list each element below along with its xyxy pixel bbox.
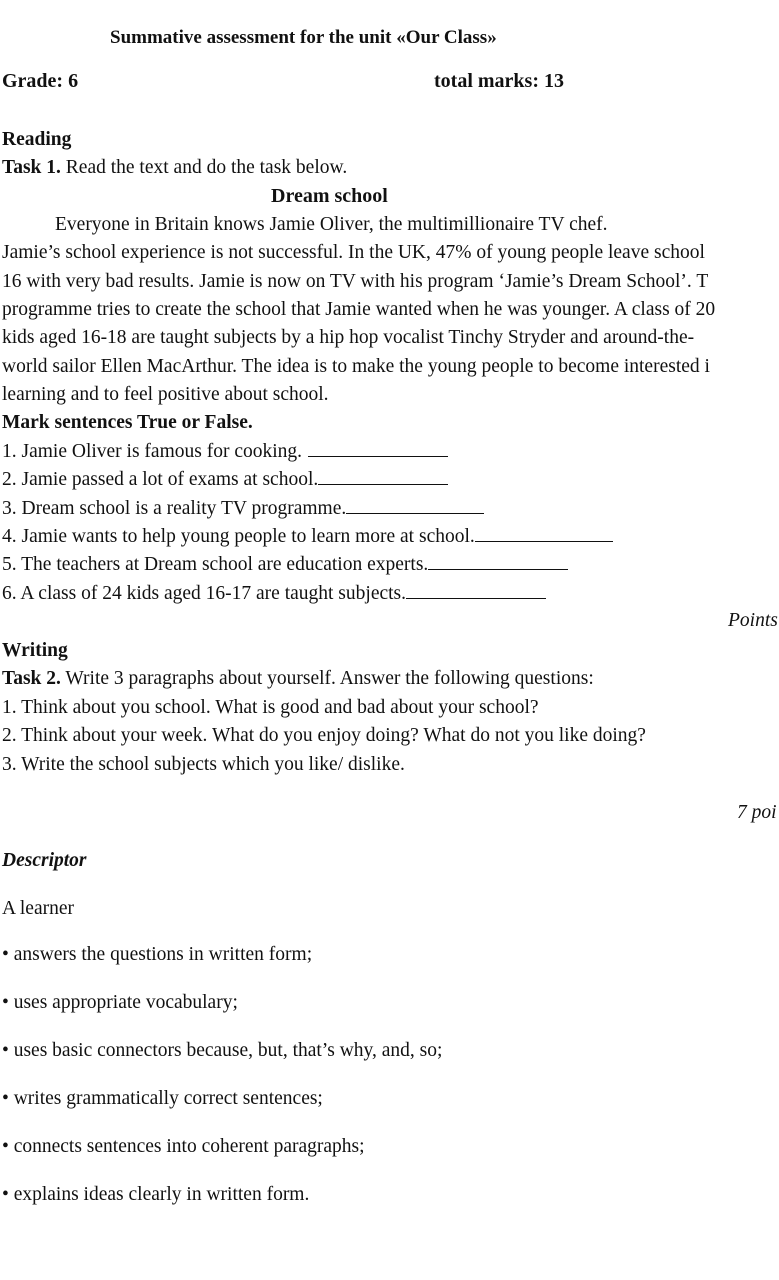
task2-label: Task 2.: [2, 668, 61, 689]
answer-blank[interactable]: [346, 497, 484, 514]
statement-text: 1. Jamie Oliver is famous for cooking.: [2, 441, 303, 462]
task1-instruction: [2, 156, 347, 180]
descriptor-heading: Descriptor: [2, 850, 87, 871]
descriptor-criterion: • uses appropriate vocabulary;: [2, 992, 238, 1013]
statement-row: [2, 553, 568, 577]
paragraph-line: kids aged 16-18 are taught subjects by a hip hop vocalist Tinchy Stryder and around-the-: [2, 327, 695, 348]
statement-text: 5. The teachers at Dream school are education experts.: [2, 554, 429, 575]
reading-section-heading: Reading: [2, 129, 72, 150]
true-false-instruction: Mark sentences True or False.: [2, 412, 253, 433]
descriptor-criterion: • answers the questions in written form;: [2, 944, 313, 965]
descriptor-criterion: • connects sentences into coherent paragraphs;: [2, 1136, 365, 1157]
paragraph-line: Everyone in Britain knows Jamie Oliver, the multimillionaire TV chef.: [55, 214, 608, 235]
statement-row: [2, 497, 484, 521]
descriptor-intro: A learner: [2, 898, 75, 919]
task1-label: Task 1.: [2, 157, 61, 178]
statement-row: [2, 440, 448, 464]
descriptor-criterion: • uses basic connectors because, but, that’s why, and, so;: [2, 1040, 443, 1061]
paragraph-line: world sailor Ellen MacArthur. The idea is to make the young people to become interested i: [2, 356, 710, 377]
statement-text: 4. Jamie wants to help young people to learn more at school.: [2, 526, 475, 547]
statement-row: [2, 582, 546, 606]
statement-text: 2. Jamie passed a lot of exams at school.: [2, 469, 319, 490]
task2-instruction: [2, 667, 594, 691]
answer-blank[interactable]: [475, 525, 613, 542]
answer-blank[interactable]: [308, 440, 448, 457]
statement-row: [2, 525, 613, 549]
writing-points-label: 7 poi: [737, 802, 777, 823]
descriptor-criterion: • writes grammatically correct sentences;: [2, 1088, 323, 1109]
statement-text: 3. Dream school is a reality TV programme.: [2, 498, 347, 519]
page-title: Summative assessment for the unit «Our Class»: [110, 27, 497, 48]
grade-label: Grade: 6: [2, 70, 79, 92]
writing-question: 3. Write the school subjects which you like/ dislike.: [2, 754, 405, 775]
text-title: Dream school: [271, 185, 388, 207]
answer-blank[interactable]: [318, 468, 448, 485]
reading-points-label: Points: [728, 610, 778, 631]
writing-question: 2. Think about your week. What do you enjoy doing? What do not you like doing?: [2, 725, 646, 746]
paragraph-line: learning and to feel positive about school.: [2, 384, 329, 405]
paragraph-line: 16 with very bad results. Jamie is now on TV with his program ‘Jamie’s Dream School’. T: [2, 271, 709, 292]
paragraph-line: Jamie’s school experience is not successful. In the UK, 47% of young people leave school: [2, 242, 705, 263]
writing-section-heading: Writing: [2, 640, 68, 661]
paragraph-line: programme tries to create the school that Jamie wanted when he was younger. A class of 20: [2, 299, 716, 320]
task2-text: Write 3 paragraphs about yourself. Answer the following questions:: [60, 668, 594, 689]
statement-row: [2, 468, 448, 492]
descriptor-criterion: • explains ideas clearly in written form.: [2, 1184, 310, 1205]
total-marks-label: total marks: 13: [434, 70, 564, 92]
answer-blank[interactable]: [406, 582, 546, 599]
statement-text: 6. A class of 24 kids aged 16-17 are taught subjects.: [2, 583, 407, 604]
writing-question: 1. Think about you school. What is good and bad about your school?: [2, 697, 539, 718]
answer-blank[interactable]: [428, 553, 568, 570]
task1-text: Read the text and do the task below.: [60, 157, 348, 178]
